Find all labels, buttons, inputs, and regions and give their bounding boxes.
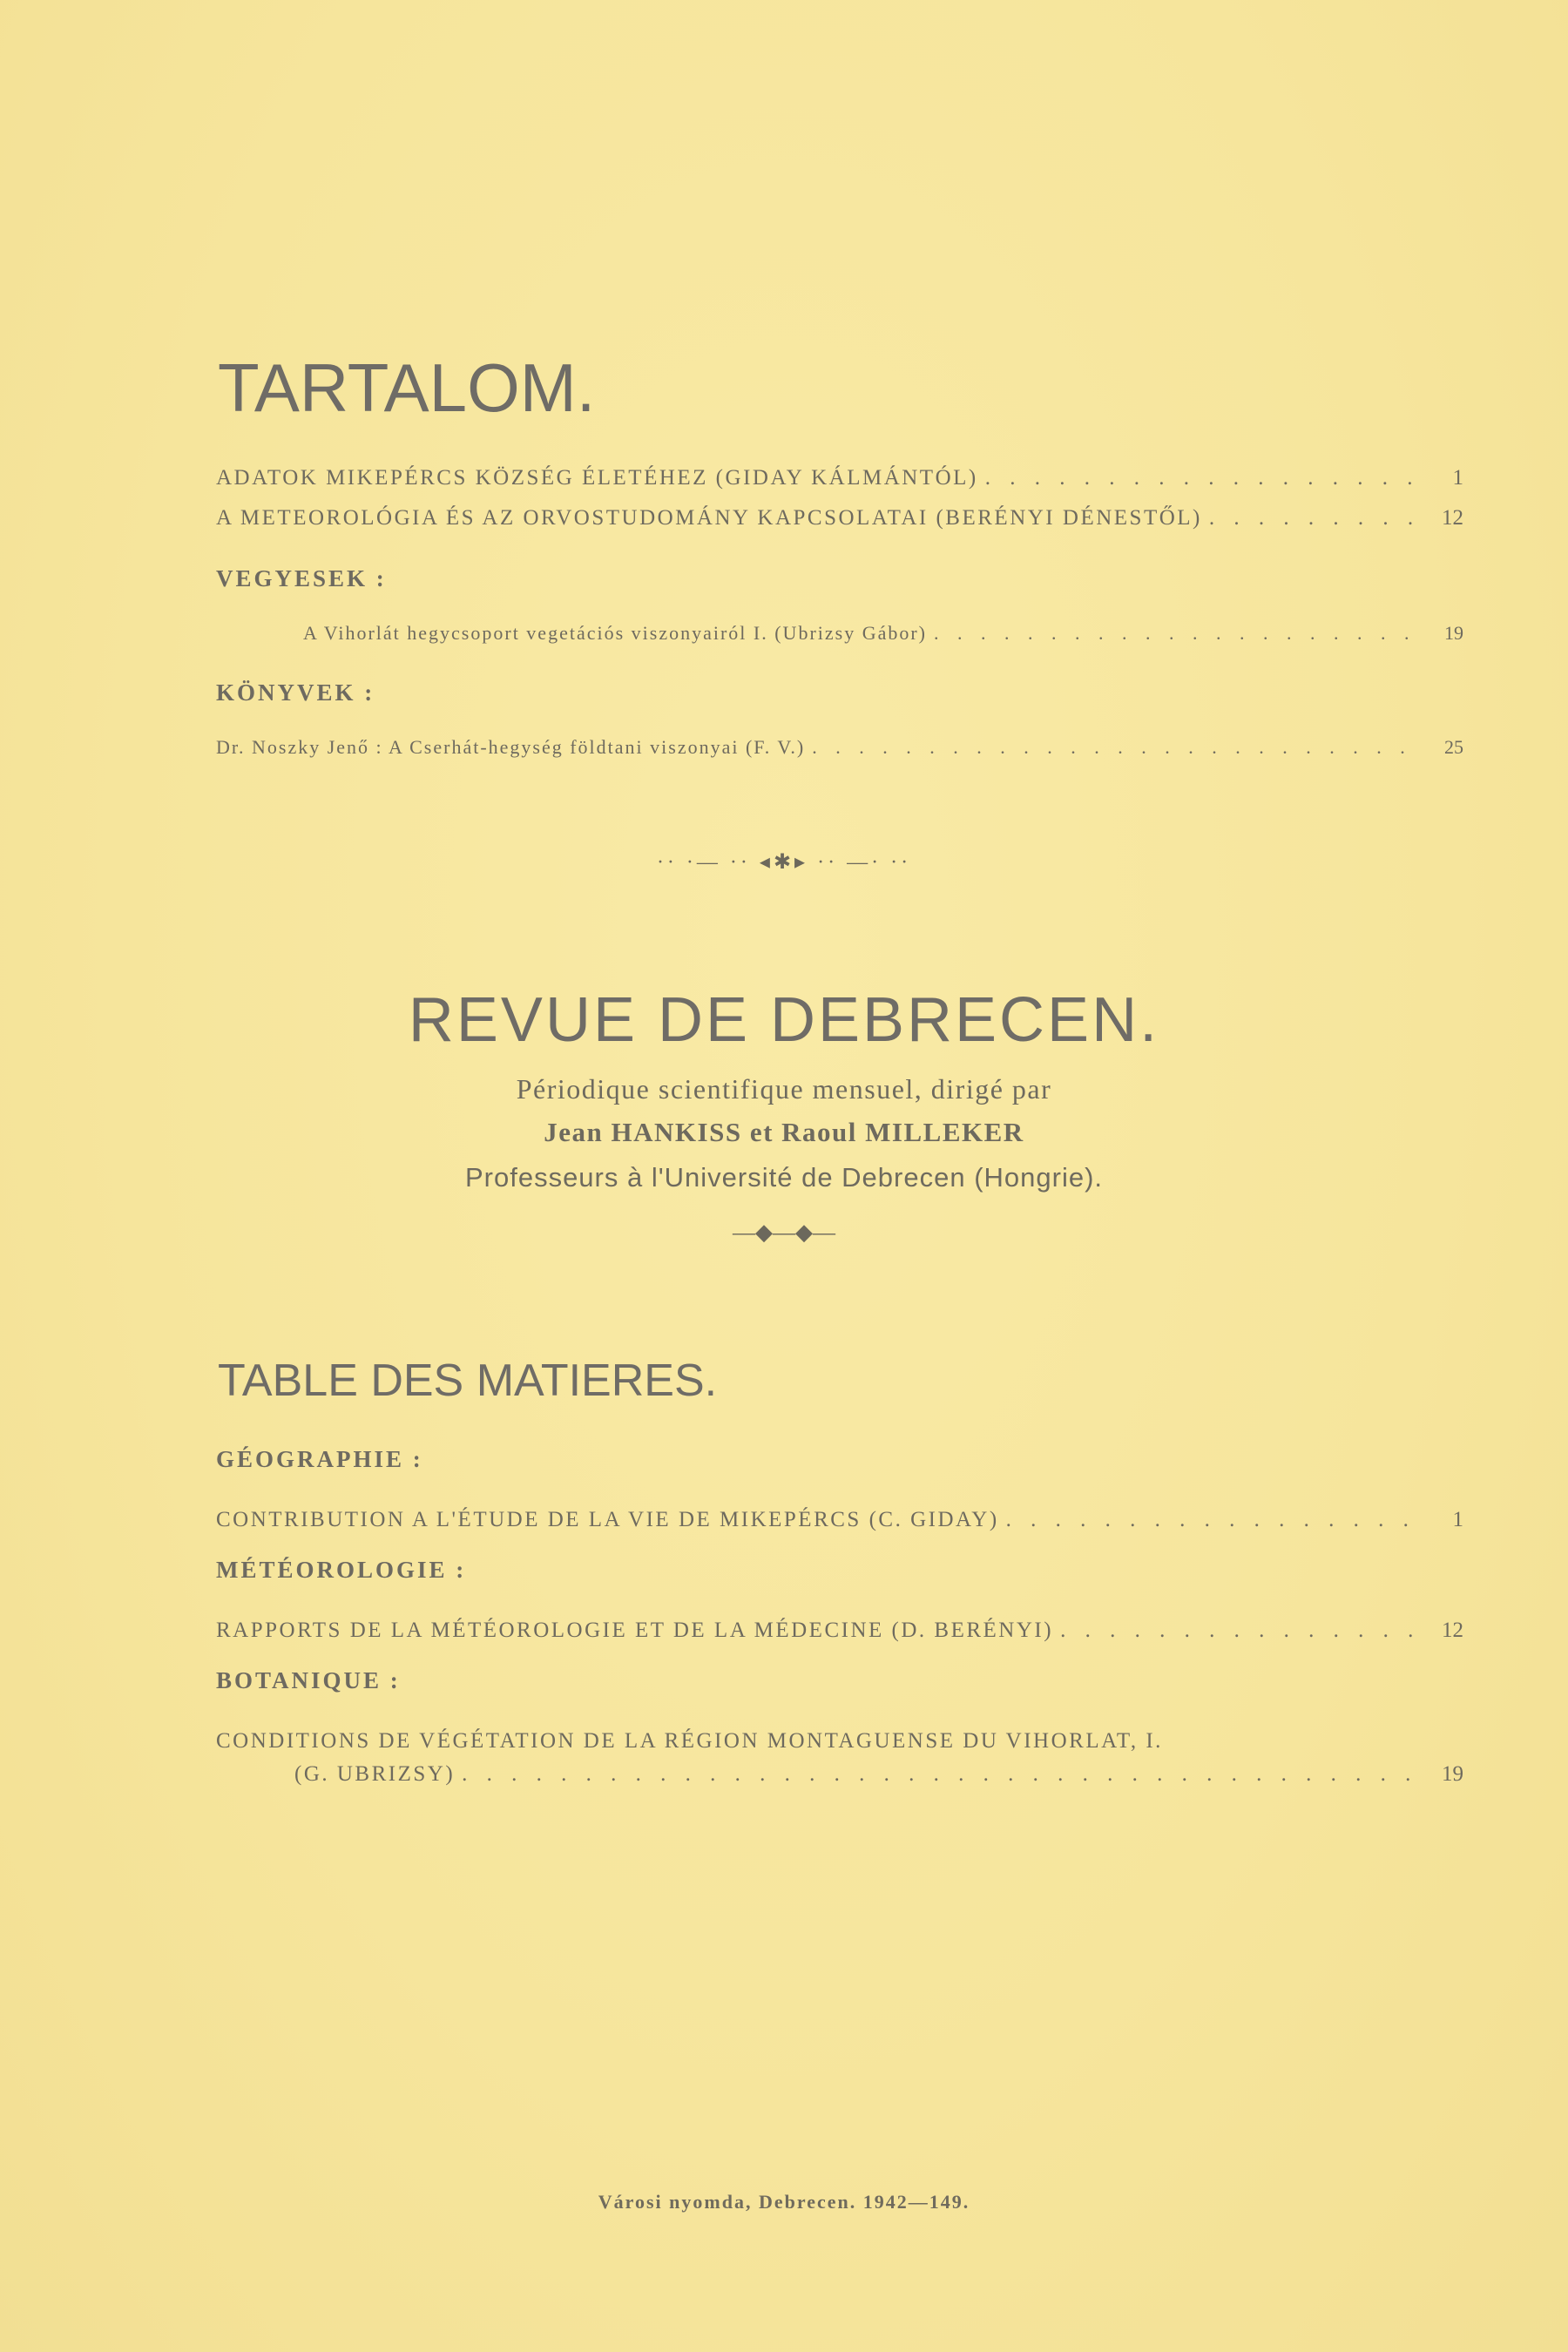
ornament-divider-small: —◆—◆— [733, 1220, 835, 1245]
toc-entry-text: RAPPORTS DE LA MÉTÉOROLOGIE ET DE LA MÉDECINE (D. BERÉNYI) [216, 1619, 1054, 1642]
leader-dots [812, 736, 1422, 759]
section-heading-meteorologie: MÉTÉOROLOGIE : [216, 1557, 467, 1583]
toc-entry-page: 1 [1452, 1508, 1463, 1531]
toc-entry-text-line2: (G. UBRIZSY) [294, 1762, 456, 1786]
section-heading-konyvek: KÖNYVEK : [216, 679, 375, 706]
revue-affiliation: Professeurs à l'Université de Debrecen (Hongrie). [464, 1162, 1104, 1193]
toc-entry [216, 1508, 1463, 1532]
table-des-matieres-list [216, 1446, 1463, 1787]
leader-dots [462, 1762, 1422, 1787]
ornament-divider: ·· ·— ·· ◂✱▸ ·· —· ·· [656, 851, 912, 874]
toc-entry-text: A Vihorlát hegycsoport vegetációs viszonyairól I. (Ubrizsy Gábor) [303, 622, 928, 644]
section-heading-vegyesek: VEGYESEK : [216, 565, 387, 591]
toc-entry-page: 19 [1444, 622, 1463, 644]
toc-entry [216, 466, 1463, 490]
leader-dots [1209, 506, 1422, 531]
toc-entry-page: 12 [1442, 506, 1463, 530]
toc-entry-text: A METEOROLÓGIA ÉS AZ ORVOSTUDOMÁNY KAPCSOLATAI (BERÉNYI DÉNESTŐL) [216, 506, 1202, 530]
toc-entry-text: CONTRIBUTION A L'ÉTUDE DE LA VIE DE MIKEPÉRCS (C. GIDAY) [216, 1508, 999, 1531]
toc-entry-page: 1 [1452, 466, 1463, 490]
section-heading-botanique: BOTANIQUE : [216, 1667, 401, 1693]
section-heading-geographie: GÉOGRAPHIE : [216, 1446, 423, 1472]
toc-entry [216, 622, 1463, 645]
leader-dots [1006, 1508, 1422, 1532]
tartalom-list [216, 466, 1463, 774]
toc-entry-multiline [216, 1729, 1463, 1787]
toc-entry [216, 506, 1463, 531]
toc-entry-text: Dr. Noszky Jenő : A Cserhát-hegység földtani viszonyai (F. V.) [216, 736, 806, 758]
revue-subtitle: Périodique scientifique mensuel, dirigé par [516, 1073, 1052, 1105]
revue-title: REVUE DE DEBRECEN. [408, 985, 1160, 1055]
toc-entry-text: ADATOK MIKEPÉRCS KÖZSÉG ÉLETÉHEZ (GIDAY KÁLMÁNTÓL) [216, 466, 978, 490]
revue-editors: Jean HANKISS et Raoul MILLEKER [544, 1117, 1024, 1147]
leader-dots [985, 466, 1422, 490]
leader-dots [1060, 1619, 1422, 1643]
table-des-matieres-title: TABLE DES MATIERES. [218, 1355, 718, 1406]
toc-entry [216, 1619, 1463, 1643]
toc-entry-page: 12 [1442, 1619, 1463, 1642]
leader-dots [934, 622, 1422, 645]
printer-imprint: Városi nyomda, Debrecen. 1942—149. [598, 2191, 970, 2213]
toc-entry [216, 1762, 1463, 1787]
toc-entry [216, 736, 1463, 759]
toc-entry-page: 25 [1444, 736, 1463, 758]
toc-entry-page: 19 [1442, 1762, 1463, 1786]
tartalom-title: TARTALOM. [218, 349, 596, 426]
toc-entry-text-line1: CONDITIONS DE VÉGÉTATION DE LA RÉGION MONTAGUENSE DU VIHORLAT, I. [216, 1729, 1163, 1753]
